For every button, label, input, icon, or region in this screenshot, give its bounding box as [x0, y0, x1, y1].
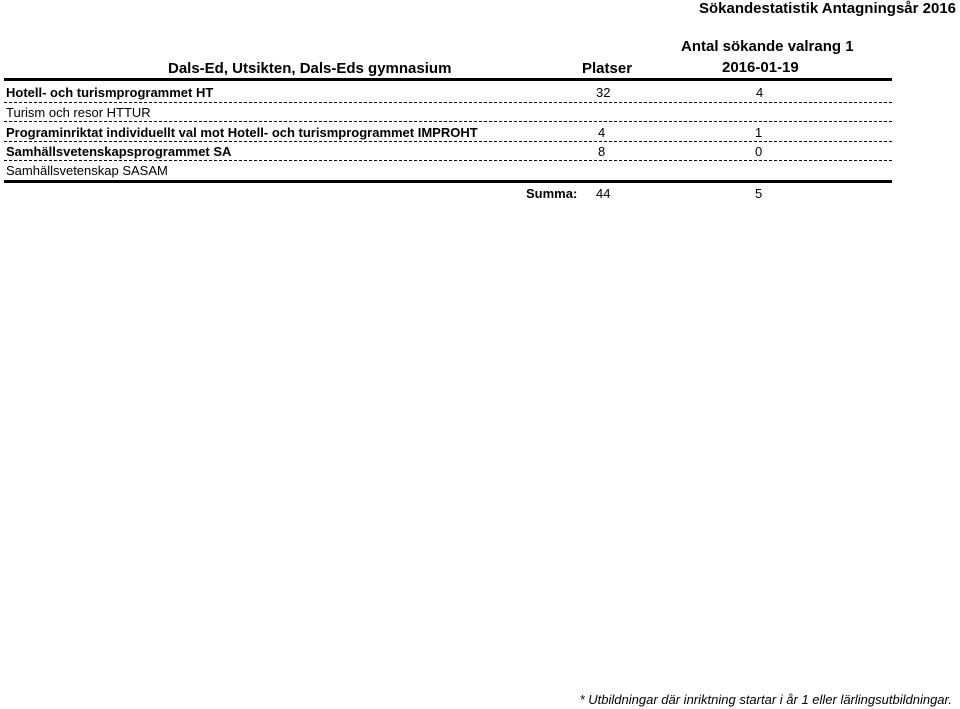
- summary-label: Summa:: [526, 186, 578, 201]
- report-title: Sökandestatistik Antagningsår 2016: [698, 0, 956, 17]
- inriktning-row-label: Turism och resor HTTUR: [6, 105, 151, 120]
- row-divider: [4, 102, 892, 103]
- row-divider: [4, 160, 892, 161]
- program-row-platser: 8: [598, 144, 606, 159]
- row-divider: [4, 121, 892, 122]
- program-row-platser: 4: [598, 125, 606, 140]
- sokande-header-line1: Antal sökande valrang 1: [681, 38, 854, 55]
- summary-platser: 44: [596, 186, 611, 201]
- header-rule: [4, 78, 892, 81]
- program-row-sokande: 1: [755, 125, 763, 140]
- school-name: Dals-Ed, Utsikten, Dals-Eds gymnasium: [168, 60, 452, 77]
- row-divider: [4, 141, 892, 142]
- program-row-label: Samhällsvetenskapsprogrammet SA: [6, 144, 232, 159]
- summary-rule: [4, 180, 892, 183]
- platser-header: Platser: [582, 60, 633, 77]
- program-row-sokande: 0: [755, 144, 763, 159]
- summary-sokande: 5: [755, 186, 763, 201]
- program-row-label: Hotell- och turismprogrammet HT: [6, 85, 214, 100]
- program-row-platser: 32: [596, 85, 611, 100]
- program-row-label: Programinriktat individuellt val mot Hotell- och turismprogrammet IMPROHT: [6, 125, 478, 140]
- inriktning-row-label: Samhällsvetenskap SASAM: [6, 163, 168, 178]
- sokande-header-date: 2016-01-19: [722, 59, 799, 76]
- program-row-sokande: 4: [756, 85, 764, 100]
- footnote: * Utbildningar där inriktning startar i år 1 eller lärlingsutbildningar.: [579, 692, 952, 707]
